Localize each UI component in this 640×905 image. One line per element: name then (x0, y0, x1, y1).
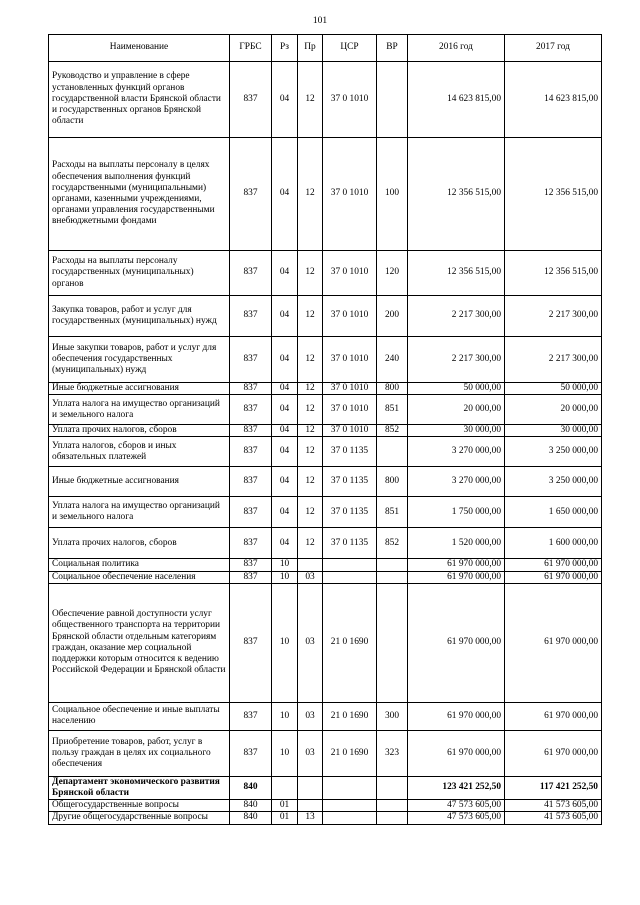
cell-grbs: 837 (230, 571, 272, 583)
cell-csr: 37 0 1010 (323, 395, 377, 425)
cell-pr: 12 (298, 437, 323, 467)
table-row (49, 812, 602, 824)
cell-y2017: 61 970 000,00 (505, 583, 602, 702)
cell-name: Руководство и управление в сфере установленных функций органов государственной власти Брянской области и государственных органов Брянской области (49, 62, 230, 138)
cell-grbs: 837 (230, 702, 272, 730)
cell-rz: 01 (272, 812, 298, 824)
cell-grbs: 837 (230, 437, 272, 467)
cell-vr (377, 583, 408, 702)
cell-vr: 300 (377, 702, 408, 730)
cell-name: Приобретение товаров, работ, услуг в пользу граждан в целях их социального обеспечения (49, 730, 230, 776)
cell-y2016: 47 573 605,00 (408, 812, 505, 824)
cell-grbs: 837 (230, 730, 272, 776)
table-row (49, 296, 602, 337)
header-name: Наименование (49, 35, 230, 62)
cell-y2016: 61 970 000,00 (408, 702, 505, 730)
cell-grbs: 837 (230, 467, 272, 497)
cell-rz: 04 (272, 467, 298, 497)
cell-grbs: 837 (230, 337, 272, 383)
page-number: 101 (312, 16, 328, 26)
cell-rz: 10 (272, 571, 298, 583)
cell-y2016: 2 217 300,00 (408, 337, 505, 383)
cell-grbs: 837 (230, 251, 272, 296)
cell-pr: 12 (298, 62, 323, 138)
table-row (49, 138, 602, 251)
cell-rz: 04 (272, 425, 298, 437)
cell-pr: 13 (298, 812, 323, 824)
cell-csr (323, 800, 377, 812)
cell-csr: 21 0 1690 (323, 730, 377, 776)
cell-vr: 800 (377, 467, 408, 497)
cell-name: Уплата прочих налогов, сборов (49, 425, 230, 437)
cell-y2016: 50 000,00 (408, 383, 505, 395)
cell-vr: 120 (377, 251, 408, 296)
cell-csr: 37 0 1135 (323, 528, 377, 559)
table-row (49, 337, 602, 383)
cell-pr: 12 (298, 138, 323, 251)
cell-pr: 12 (298, 425, 323, 437)
cell-vr (377, 571, 408, 583)
table-row (49, 583, 602, 702)
cell-rz: 04 (272, 337, 298, 383)
cell-csr: 37 0 1010 (323, 383, 377, 395)
cell-rz: 01 (272, 800, 298, 812)
cell-csr: 37 0 1010 (323, 138, 377, 251)
header-grbs: ГРБС (230, 35, 272, 62)
cell-y2017: 41 573 605,00 (505, 812, 602, 824)
cell-csr: 21 0 1690 (323, 583, 377, 702)
cell-pr: 03 (298, 702, 323, 730)
cell-y2016: 1 520 000,00 (408, 528, 505, 559)
cell-vr: 200 (377, 296, 408, 337)
cell-name: Иные закупки товаров, работ и услуг для обеспечения государственных (муниципальных) нужд (49, 337, 230, 383)
cell-vr (377, 62, 408, 138)
cell-grbs: 837 (230, 583, 272, 702)
cell-csr (323, 559, 377, 571)
cell-csr: 37 0 1010 (323, 337, 377, 383)
cell-grbs: 837 (230, 62, 272, 138)
cell-grbs: 837 (230, 138, 272, 251)
cell-y2017: 117 421 252,50 (505, 776, 602, 799)
cell-grbs: 837 (230, 425, 272, 437)
cell-pr: 12 (298, 383, 323, 395)
cell-y2017: 12 356 515,00 (505, 138, 602, 251)
cell-rz: 04 (272, 251, 298, 296)
cell-vr (377, 437, 408, 467)
cell-pr: 12 (298, 467, 323, 497)
cell-name: Уплата прочих налогов, сборов (49, 528, 230, 559)
cell-csr: 37 0 1135 (323, 467, 377, 497)
cell-vr: 852 (377, 425, 408, 437)
table-row (49, 497, 602, 528)
cell-csr (323, 571, 377, 583)
header-2016: 2016 год (408, 35, 505, 62)
cell-y2016: 61 970 000,00 (408, 730, 505, 776)
cell-name: Обеспечение равной доступности услуг общественного транспорта на территории Брянской области отдельным категориям граждан, оказание мер социальной поддержки которым относится к ведению Российской Федерации и Брянской области (49, 583, 230, 702)
cell-csr: 37 0 1010 (323, 251, 377, 296)
cell-rz: 10 (272, 730, 298, 776)
cell-y2017: 1 650 000,00 (505, 497, 602, 528)
cell-y2016: 14 623 815,00 (408, 62, 505, 138)
cell-name: Департамент экономического развития Брянской области (49, 776, 230, 799)
cell-name: Иные бюджетные ассигнования (49, 383, 230, 395)
cell-grbs: 837 (230, 395, 272, 425)
cell-grbs: 837 (230, 383, 272, 395)
cell-pr: 12 (298, 296, 323, 337)
header-pr: Пр (298, 35, 323, 62)
cell-csr (323, 812, 377, 824)
table-row (49, 730, 602, 776)
cell-y2016: 30 000,00 (408, 425, 505, 437)
cell-grbs: 837 (230, 528, 272, 559)
table-row (49, 776, 602, 799)
cell-grbs: 840 (230, 812, 272, 824)
cell-name: Иные бюджетные ассигнования (49, 467, 230, 497)
cell-csr: 37 0 1010 (323, 425, 377, 437)
cell-pr (298, 559, 323, 571)
table-row (49, 251, 602, 296)
cell-rz: 04 (272, 296, 298, 337)
cell-csr: 37 0 1010 (323, 62, 377, 138)
cell-y2016: 3 270 000,00 (408, 467, 505, 497)
cell-y2016: 12 356 515,00 (408, 251, 505, 296)
table-row (49, 425, 602, 437)
cell-grbs: 840 (230, 776, 272, 799)
cell-rz: 10 (272, 559, 298, 571)
cell-pr: 03 (298, 583, 323, 702)
cell-csr: 21 0 1690 (323, 702, 377, 730)
cell-grbs: 840 (230, 800, 272, 812)
cell-pr: 12 (298, 337, 323, 383)
cell-name: Закупка товаров, работ и услуг для государственных (муниципальных) нужд (49, 296, 230, 337)
cell-rz: 10 (272, 702, 298, 730)
cell-y2017: 3 250 000,00 (505, 467, 602, 497)
cell-name: Другие общегосударственные вопросы (49, 812, 230, 824)
cell-y2017: 61 970 000,00 (505, 571, 602, 583)
cell-y2017: 61 970 000,00 (505, 559, 602, 571)
table-row (49, 528, 602, 559)
cell-rz: 04 (272, 395, 298, 425)
cell-rz: 04 (272, 497, 298, 528)
cell-name: Социальная политика (49, 559, 230, 571)
table-row (49, 800, 602, 812)
cell-rz: 04 (272, 528, 298, 559)
cell-vr: 323 (377, 730, 408, 776)
table-row (49, 571, 602, 583)
cell-vr: 852 (377, 528, 408, 559)
cell-y2017: 61 970 000,00 (505, 702, 602, 730)
cell-pr (298, 776, 323, 799)
cell-y2017: 50 000,00 (505, 383, 602, 395)
cell-pr: 03 (298, 730, 323, 776)
cell-y2017: 3 250 000,00 (505, 437, 602, 467)
cell-name: Уплата налога на имущество организаций и земельного налога (49, 395, 230, 425)
cell-y2016: 12 356 515,00 (408, 138, 505, 251)
table-row (49, 437, 602, 467)
table-row (49, 383, 602, 395)
cell-y2016: 47 573 605,00 (408, 800, 505, 812)
header-rz: Рз (272, 35, 298, 62)
cell-csr (323, 776, 377, 799)
cell-pr: 12 (298, 251, 323, 296)
cell-name: Расходы на выплаты персоналу государственных (муниципальных) органов (49, 251, 230, 296)
cell-y2016: 123 421 252,50 (408, 776, 505, 799)
cell-rz: 04 (272, 383, 298, 395)
cell-name: Социальное обеспечение и иные выплаты населению (49, 702, 230, 730)
cell-name: Уплата налога на имущество организаций и земельного налога (49, 497, 230, 528)
cell-name: Расходы на выплаты персоналу в целях обеспечения выполнения функций государственными (муниципальными) органами, казенными учреждениями, органами управления государственными внебюджетными фондами (49, 138, 230, 251)
cell-y2017: 30 000,00 (505, 425, 602, 437)
cell-grbs: 837 (230, 296, 272, 337)
cell-y2016: 1 750 000,00 (408, 497, 505, 528)
cell-pr (298, 800, 323, 812)
cell-y2016: 61 970 000,00 (408, 583, 505, 702)
cell-y2016: 3 270 000,00 (408, 437, 505, 467)
cell-rz: 10 (272, 583, 298, 702)
header-csr: ЦСР (323, 35, 377, 62)
cell-y2017: 14 623 815,00 (505, 62, 602, 138)
cell-name: Социальное обеспечение населения (49, 571, 230, 583)
cell-rz: 04 (272, 62, 298, 138)
cell-vr (377, 812, 408, 824)
table-row (49, 702, 602, 730)
cell-vr (377, 776, 408, 799)
cell-csr: 37 0 1010 (323, 296, 377, 337)
cell-y2016: 61 970 000,00 (408, 559, 505, 571)
table-row (49, 559, 602, 571)
cell-y2017: 2 217 300,00 (505, 296, 602, 337)
table-row (49, 62, 602, 138)
budget-table (48, 34, 602, 825)
cell-vr: 240 (377, 337, 408, 383)
cell-y2017: 20 000,00 (505, 395, 602, 425)
cell-pr: 12 (298, 528, 323, 559)
table-row (49, 395, 602, 425)
cell-vr (377, 559, 408, 571)
cell-pr: 03 (298, 571, 323, 583)
cell-y2017: 2 217 300,00 (505, 337, 602, 383)
cell-y2016: 61 970 000,00 (408, 571, 505, 583)
cell-grbs: 837 (230, 497, 272, 528)
cell-vr (377, 800, 408, 812)
header-vr: ВР (377, 35, 408, 62)
cell-y2017: 1 600 000,00 (505, 528, 602, 559)
cell-y2017: 61 970 000,00 (505, 730, 602, 776)
cell-y2017: 12 356 515,00 (505, 251, 602, 296)
cell-name: Общегосударственные вопросы (49, 800, 230, 812)
cell-pr: 12 (298, 395, 323, 425)
cell-y2016: 2 217 300,00 (408, 296, 505, 337)
cell-grbs: 837 (230, 559, 272, 571)
cell-y2017: 41 573 605,00 (505, 800, 602, 812)
header-2017: 2017 год (505, 35, 602, 62)
cell-pr: 12 (298, 497, 323, 528)
cell-vr: 100 (377, 138, 408, 251)
cell-vr: 800 (377, 383, 408, 395)
cell-rz: 04 (272, 138, 298, 251)
cell-name: Уплата налогов, сборов и иных обязательных платежей (49, 437, 230, 467)
table-row (49, 467, 602, 497)
cell-csr: 37 0 1135 (323, 437, 377, 467)
cell-rz: 04 (272, 437, 298, 467)
cell-vr: 851 (377, 395, 408, 425)
header-row (49, 35, 602, 62)
cell-vr: 851 (377, 497, 408, 528)
cell-csr: 37 0 1135 (323, 497, 377, 528)
cell-y2016: 20 000,00 (408, 395, 505, 425)
cell-rz (272, 776, 298, 799)
